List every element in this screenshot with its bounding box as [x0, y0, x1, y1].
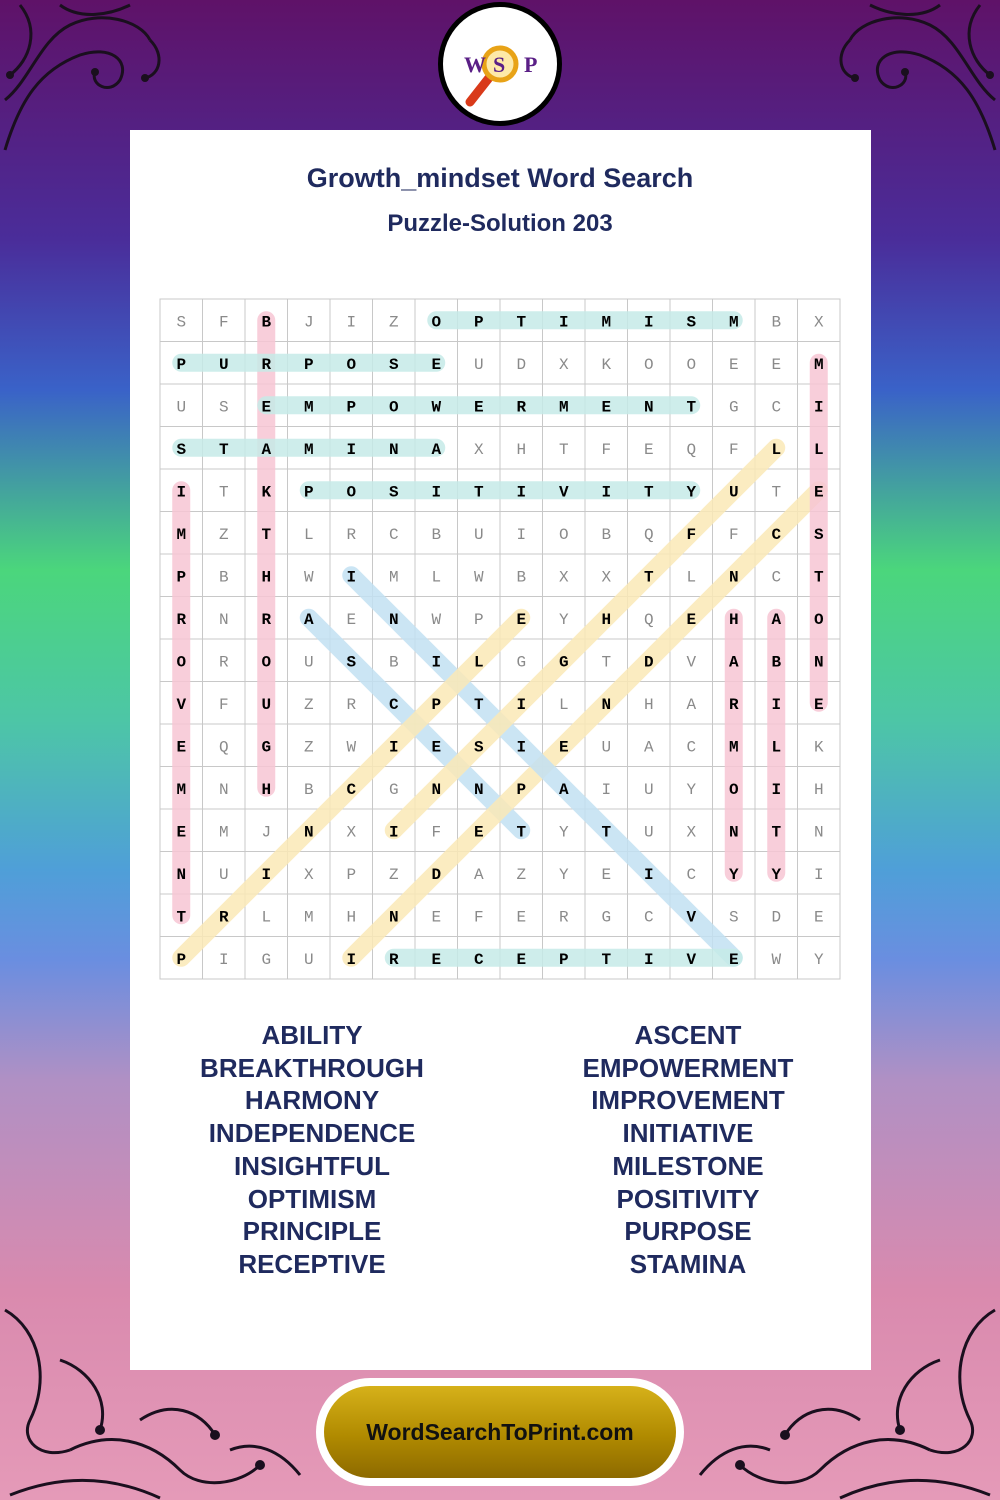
grid-letter: J: [303, 313, 314, 332]
grid-letter-found: O: [346, 483, 357, 502]
grid-letter-found: I: [643, 950, 654, 969]
grid-letter: C: [686, 738, 697, 757]
grid-letter: I: [516, 525, 527, 544]
grid-letter: Q: [686, 440, 697, 459]
grid-letter: Z: [303, 738, 314, 757]
grid-letter-found: O: [261, 653, 272, 672]
grid-letter-found: I: [516, 738, 527, 757]
grid-letter: Z: [388, 313, 399, 332]
grid-letter: Y: [813, 950, 824, 969]
grid-letter-found: P: [176, 355, 187, 374]
grid-letter-found: B: [261, 313, 272, 332]
word-item: IMPROVEMENT: [591, 1085, 785, 1116]
grid-letter: U: [473, 525, 484, 544]
grid-letter: F: [218, 313, 229, 332]
grid-letter-found: T: [601, 823, 612, 842]
grid-letter-found: M: [813, 355, 824, 374]
grid-letter-found: O: [346, 355, 357, 374]
grid-letter: E: [813, 908, 824, 927]
grid-letter-found: I: [643, 865, 654, 884]
grid-letter: R: [558, 908, 569, 927]
grid-letter: V: [686, 653, 697, 672]
grid-letter-found: N: [813, 653, 824, 672]
grid-letter: B: [388, 653, 399, 672]
grid-letter-found: T: [771, 823, 782, 842]
grid-letter: X: [346, 823, 357, 842]
grid-letter-found: P: [303, 483, 314, 502]
grid-letter-found: C: [346, 780, 357, 799]
grid-letter-found: E: [728, 950, 739, 969]
grid-letter-found: Y: [686, 483, 697, 502]
grid-letter: J: [261, 823, 272, 842]
word-item: INSIGHTFUL: [234, 1150, 390, 1181]
grid-letter-found: T: [176, 908, 187, 927]
grid-letter: Z: [516, 865, 527, 884]
grid-letter: C: [686, 865, 697, 884]
grid-letter: F: [728, 440, 739, 459]
grid-letter-found: I: [516, 695, 527, 714]
grid-letter-found: R: [261, 355, 272, 374]
grid-letter-found: I: [261, 865, 272, 884]
grid-letter-found: W: [431, 398, 442, 417]
grid-letter: F: [601, 440, 612, 459]
grid-letter-found: N: [303, 823, 314, 842]
grid-letter-found: E: [813, 695, 824, 714]
grid-letter-found: E: [431, 950, 442, 969]
grid-letter-found: E: [261, 398, 272, 417]
grid-letter: E: [771, 355, 782, 374]
grid-letter: N: [218, 780, 229, 799]
grid-letter-found: M: [176, 780, 187, 799]
grid-letter: I: [601, 780, 612, 799]
grid-letter: Y: [686, 780, 697, 799]
grid-letter-found: O: [176, 653, 187, 672]
grid-letter-found: E: [813, 483, 824, 502]
grid-letter-found: I: [516, 483, 527, 502]
grid-letter: U: [218, 865, 229, 884]
grid-letter: X: [303, 865, 314, 884]
grid-letter-found: N: [388, 908, 399, 927]
grid-letter: G: [388, 780, 399, 799]
grid-letter: U: [303, 653, 314, 672]
grid-letter: T: [558, 440, 569, 459]
grid-letter: S: [218, 398, 229, 417]
grid-letter: B: [771, 313, 782, 332]
grid-letter-found: M: [176, 525, 187, 544]
grid-letter-found: N: [388, 440, 399, 459]
grid-letter-found: A: [261, 440, 272, 459]
grid-letter-found: E: [431, 355, 442, 374]
grid-letter-found: E: [431, 738, 442, 757]
grid-letter: U: [601, 738, 612, 757]
grid-letter: E: [516, 908, 527, 927]
grid-letter: A: [686, 695, 697, 714]
grid-letter-found: I: [558, 313, 569, 332]
grid-letter-found: E: [473, 823, 484, 842]
grid-letter: F: [473, 908, 484, 927]
grid-letter: S: [176, 313, 187, 332]
grid-letter-found: N: [643, 398, 654, 417]
word-item: HARMONY: [244, 1085, 380, 1116]
grid-letter: E: [643, 440, 654, 459]
grid-letter: Q: [643, 610, 654, 629]
grid-letter: Z: [303, 695, 314, 714]
grid-letter-found: I: [771, 780, 782, 799]
grid-letter-found: U: [261, 695, 272, 714]
grid-letter-found: V: [686, 950, 697, 969]
grid-letter: T: [771, 483, 782, 502]
grid-letter-found: O: [431, 313, 442, 332]
grid-letter-found: V: [558, 483, 569, 502]
grid-letter-found: I: [388, 823, 399, 842]
word-item: BREAKTHROUGH: [200, 1052, 424, 1083]
grid-letter-found: I: [346, 950, 357, 969]
grid-letter: W: [346, 738, 357, 757]
grid-letter-found: M: [728, 313, 739, 332]
grid-letter: W: [303, 568, 314, 587]
grid-letter: B: [303, 780, 314, 799]
grid-letter-found: I: [176, 483, 187, 502]
grid-letter-found: E: [176, 738, 187, 757]
grid-letter-found: R: [516, 398, 527, 417]
grid-letter: O: [558, 525, 569, 544]
grid-letter-found: I: [346, 440, 357, 459]
page-title: Growth_mindset Word Search: [306, 163, 694, 193]
grid-letter-found: T: [643, 483, 654, 502]
grid-letter-found: R: [218, 908, 229, 927]
grid-letter-found: P: [516, 780, 527, 799]
grid-letter: C: [388, 525, 399, 544]
grid-letter-found: D: [643, 653, 654, 672]
grid-letter: K: [813, 738, 824, 757]
grid-letter-found: T: [473, 483, 484, 502]
grid-letter: X: [473, 440, 484, 459]
grid-letter: M: [388, 568, 399, 587]
grid-letter: L: [558, 695, 569, 714]
grid-letter-found: P: [303, 355, 314, 374]
grid-letter: Z: [218, 525, 229, 544]
grid-letter: A: [643, 738, 654, 757]
grid-letter-found: T: [261, 525, 272, 544]
grid-letter-found: S: [388, 355, 399, 374]
grid-letter-found: V: [176, 695, 187, 714]
grid-letter-found: A: [771, 610, 782, 629]
grid-letter: U: [176, 398, 187, 417]
grid-letter-found: B: [771, 653, 782, 672]
grid-letter: M: [218, 823, 229, 842]
grid-letter: B: [516, 568, 527, 587]
grid-letter-found: S: [346, 653, 357, 672]
grid-letter: Q: [218, 738, 229, 757]
word-item: EMPOWERMENT: [582, 1052, 794, 1083]
grid-letter: N: [218, 610, 229, 629]
grid-letter: D: [516, 355, 527, 374]
grid-letter-found: A: [558, 780, 569, 799]
grid-letter-found: S: [473, 738, 484, 757]
grid-letter: E: [728, 355, 739, 374]
grid-letter: Q: [643, 525, 654, 544]
grid-letter: C: [643, 908, 654, 927]
grid-letter-found: R: [728, 695, 739, 714]
grid-letter-found: M: [601, 313, 612, 332]
grid-letter-found: N: [388, 610, 399, 629]
grid-letter-found: R: [261, 610, 272, 629]
grid-letter-found: I: [346, 568, 357, 587]
grid-letter: Y: [558, 610, 569, 629]
grid-letter: I: [218, 950, 229, 969]
grid-letter-found: P: [558, 950, 569, 969]
grid-letter-found: M: [558, 398, 569, 417]
word-item: ABILITY: [261, 1020, 363, 1050]
grid-letter-found: S: [686, 313, 697, 332]
grid-letter-found: L: [813, 440, 824, 459]
logo-letter-w: W: [464, 52, 486, 77]
grid-letter-found: T: [516, 313, 527, 332]
grid-letter-found: P: [473, 313, 484, 332]
grid-letter: N: [813, 823, 824, 842]
word-item: RECEPTIVE: [238, 1248, 386, 1279]
grid-letter: E: [346, 610, 357, 629]
grid-letter: A: [473, 865, 484, 884]
grid-letter: U: [303, 950, 314, 969]
grid-letter-found: T: [218, 440, 229, 459]
grid-letter-found: V: [686, 908, 697, 927]
grid-letter-found: H: [601, 610, 612, 629]
grid-letter: Y: [558, 823, 569, 842]
grid-letter: W: [473, 568, 484, 587]
grid-letter-found: R: [176, 610, 187, 629]
grid-letter: H: [813, 780, 824, 799]
grid-letter: X: [813, 313, 824, 332]
grid-letter: H: [516, 440, 527, 459]
grid-letter-found: M: [728, 738, 739, 757]
grid-letter-found: A: [303, 610, 314, 629]
logo-letter-p: P: [524, 52, 538, 77]
grid-letter-found: C: [388, 695, 399, 714]
grid-letter: X: [558, 355, 569, 374]
grid-letter-found: T: [516, 823, 527, 842]
grid-letter-found: N: [176, 865, 187, 884]
grid-letter-found: O: [813, 610, 824, 629]
wsp-logo: [438, 2, 562, 126]
grid-letter: U: [473, 355, 484, 374]
grid-letter: M: [303, 908, 314, 927]
grid-letter-found: T: [601, 950, 612, 969]
grid-letter-found: U: [728, 483, 739, 502]
grid-letter: E: [601, 865, 612, 884]
grid-letter: U: [643, 823, 654, 842]
grid-letter-found: T: [473, 695, 484, 714]
grid-letter-found: E: [601, 398, 612, 417]
word-item: STAMINA: [629, 1248, 747, 1279]
grid-letter: B: [218, 568, 229, 587]
grid-letter: H: [643, 695, 654, 714]
word-item: PRINCIPLE: [242, 1216, 382, 1247]
grid-letter-found: C: [771, 525, 782, 544]
grid-letter-found: T: [813, 568, 824, 587]
grid-letter-found: G: [261, 738, 272, 757]
grid-letter-found: E: [176, 823, 187, 842]
grid-letter-found: N: [728, 568, 739, 587]
grid-letter: F: [431, 823, 442, 842]
grid-letter-found: P: [346, 398, 357, 417]
word-item: OPTIMISM: [247, 1183, 377, 1214]
grid-letter-found: N: [601, 695, 612, 714]
grid-letter: U: [643, 780, 654, 799]
grid-letter-found: S: [176, 440, 187, 459]
grid-letter-found: H: [261, 780, 272, 799]
grid-letter-found: A: [728, 653, 739, 672]
grid-letter: K: [601, 355, 612, 374]
grid-letter-found: I: [431, 653, 442, 672]
grid-letter-found: T: [686, 398, 697, 417]
grid-letter: T: [601, 653, 612, 672]
grid-letter-found: E: [686, 610, 697, 629]
grid-letter-found: M: [303, 440, 314, 459]
grid-letter-found: S: [813, 525, 824, 544]
grid-letter: L: [261, 908, 272, 927]
grid-letter-found: F: [686, 525, 697, 544]
grid-letter: I: [346, 313, 357, 332]
grid-letter: B: [601, 525, 612, 544]
grid-letter-found: I: [813, 398, 824, 417]
grid-letter-found: L: [473, 653, 484, 672]
grid-letter-found: O: [388, 398, 399, 417]
grid-letter: X: [601, 568, 612, 587]
grid-letter-found: E: [473, 398, 484, 417]
grid-letter-found: P: [176, 950, 187, 969]
grid-letter: D: [771, 908, 782, 927]
grid-letter: G: [516, 653, 527, 672]
grid-letter: E: [431, 908, 442, 927]
grid-letter-found: S: [388, 483, 399, 502]
grid-letter: R: [346, 525, 357, 544]
grid-letter-found: Y: [771, 865, 782, 884]
grid-letter-found: O: [728, 780, 739, 799]
grid-letter-found: L: [771, 738, 782, 757]
grid-letter-found: H: [261, 568, 272, 587]
site-link-button-face[interactable]: [324, 1386, 676, 1478]
puzzle-subtitle: Puzzle-Solution 203: [387, 210, 613, 237]
word-list-left: [147, 1019, 477, 1281]
grid-letter-found: I: [643, 313, 654, 332]
grid-letter: X: [686, 823, 697, 842]
grid-letter: T: [218, 483, 229, 502]
word-item: POSITIVITY: [616, 1183, 760, 1214]
grid-letter: F: [218, 695, 229, 714]
grid-letter: W: [431, 610, 442, 629]
word-item: PURPOSE: [624, 1216, 752, 1247]
grid-letter: F: [728, 525, 739, 544]
grid-letter: Z: [388, 865, 399, 884]
grid-letter-found: N: [431, 780, 442, 799]
grid-letter-found: R: [388, 950, 399, 969]
grid-letter: G: [261, 950, 272, 969]
site-link-button[interactable]: [316, 1378, 684, 1486]
grid-letter: G: [601, 908, 612, 927]
grid-letter: G: [728, 398, 739, 417]
grid-letter: L: [303, 525, 314, 544]
grid-letter-found: L: [771, 440, 782, 459]
grid-letter: L: [686, 568, 697, 587]
grid-letter: C: [771, 398, 782, 417]
grid-letter: O: [686, 355, 697, 374]
word-item: ASCENT: [634, 1020, 742, 1050]
logo-letter-s: S: [493, 52, 506, 77]
grid-letter-found: T: [643, 568, 654, 587]
grid-letter: S: [728, 908, 739, 927]
grid-letter: P: [346, 865, 357, 884]
word-item: INITIATIVE: [622, 1118, 754, 1149]
grid-letter-found: E: [516, 950, 527, 969]
grid-letter-found: I: [771, 695, 782, 714]
word-item: MILESTONE: [612, 1150, 764, 1181]
grid-letter-found: H: [728, 610, 739, 629]
grid-letter: W: [771, 950, 782, 969]
grid-letter-found: I: [601, 483, 612, 502]
grid-letter: H: [346, 908, 357, 927]
grid-letter-found: E: [558, 738, 569, 757]
grid-letter: R: [346, 695, 357, 714]
grid-letter-found: C: [473, 950, 484, 969]
grid-letter: R: [218, 653, 229, 672]
grid-letter-found: G: [558, 653, 569, 672]
grid-letter: I: [813, 865, 824, 884]
grid-letter: P: [473, 610, 484, 629]
grid-letter: L: [431, 568, 442, 587]
grid-letter-found: Y: [728, 865, 739, 884]
word-list-right: [523, 1019, 853, 1281]
grid-letter: C: [771, 568, 782, 587]
grid-letter-found: A: [431, 440, 442, 459]
grid-letter: O: [643, 355, 654, 374]
grid-letter-found: I: [388, 738, 399, 757]
grid-letter-found: I: [431, 483, 442, 502]
grid-letter-found: P: [176, 568, 187, 587]
grid-letter-found: P: [431, 695, 442, 714]
grid-letter: X: [558, 568, 569, 587]
grid-letter-found: E: [516, 610, 527, 629]
grid-letter: Y: [558, 865, 569, 884]
grid-letter-found: K: [261, 483, 272, 502]
grid-letter-found: U: [218, 355, 229, 374]
grid-letter-found: D: [431, 865, 442, 884]
grid-letter: B: [431, 525, 442, 544]
site-link-label: WordSearchToPrint.com: [366, 1418, 634, 1445]
grid-letter-found: N: [728, 823, 739, 842]
grid-letter-found: M: [303, 398, 314, 417]
grid-letter-found: N: [473, 780, 484, 799]
word-item: INDEPENDENCE: [208, 1118, 416, 1149]
